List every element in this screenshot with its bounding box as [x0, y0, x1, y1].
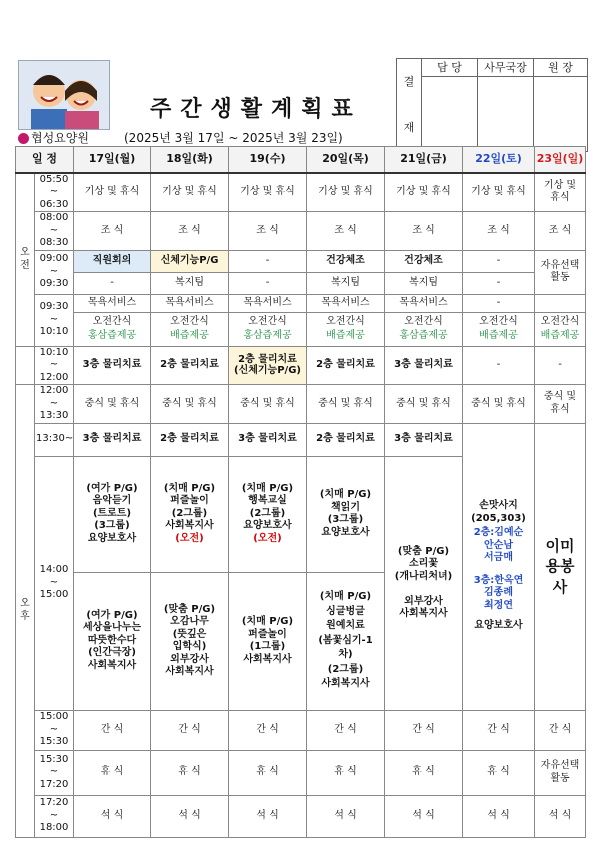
approval-sign-charge[interactable]: [422, 76, 478, 151]
snack-label: 오전간식: [248, 315, 287, 327]
sat-massage-title: 손맛사지 (205,303): [471, 500, 526, 524]
day-header-sat: 22일(토): [463, 147, 535, 173]
approval-side-label-top: 결: [403, 75, 415, 88]
cell-a2-wed: -: [229, 272, 307, 294]
cell-dinner-mon: 석 식: [74, 795, 151, 837]
approval-side-label-bottom: 재: [403, 121, 415, 134]
cell-pm-top-wed: [229, 456, 307, 572]
cell-lunch-tue: 중식 및 휴식: [151, 385, 229, 424]
cell-breakfast-thu: 조 식: [307, 212, 385, 251]
approval-col-director: 원 장: [534, 59, 588, 77]
time-slot: 09:00 ~ 09:30: [35, 250, 74, 294]
cell-snack-pm-mon: 간 식: [74, 710, 151, 750]
cell-rest-thu: 휴 식: [307, 750, 385, 795]
cell-snack-pm-sat: 간 식: [463, 710, 535, 750]
cell-dinner-tue: 석 식: [151, 795, 229, 837]
cell-pm-bottom-wed: (치매 P/G) 퍼즐놀이 (1그룹) 사회복지사: [229, 572, 307, 710]
cell-lunch-wed: 중식 및 휴식: [229, 385, 307, 424]
cell-therapy-pm-mon: 3층 물리치료: [74, 423, 151, 456]
cell-a1-sun: 자유선택 활동: [535, 250, 586, 294]
cell-rise-sun: 기상 및 휴식: [535, 173, 586, 212]
cell-snack-sun: [535, 312, 586, 346]
snack-label: 오전간식: [92, 315, 132, 327]
time-slot: 08:00 ~ 08:30: [35, 212, 74, 251]
cell-a2-mon: -: [74, 272, 151, 294]
snack-detail: 홍삼즙제공: [243, 330, 292, 341]
time-slot: 12:00 ~ 13:30: [35, 385, 74, 424]
cell-rest-sat: 휴 식: [463, 750, 535, 795]
cell-bath-sun: [535, 294, 586, 312]
cell-therapy-am-tue: 2층 물리치료: [151, 346, 229, 385]
weekly-schedule-table: [15, 146, 586, 838]
cell-snack-fri: [385, 312, 463, 346]
section-am-tail: [16, 346, 35, 385]
cell-snack-pm-tue: 간 식: [151, 710, 229, 750]
cell-pm-sun: 이미 용봉 사: [535, 423, 586, 710]
cell-rise-thu: 기상 및 휴식: [307, 173, 385, 212]
snack-label: 오전간식: [540, 315, 580, 327]
pm-top-wed-note: (오전): [253, 532, 282, 544]
cell-bath-fri: 목욕서비스: [385, 294, 463, 312]
org-logo-icon: [18, 133, 29, 144]
header-photo: [18, 60, 110, 130]
time-slot: 15:00 ~ 15:30: [35, 710, 74, 750]
cell-snack-wed: [229, 312, 307, 346]
cell-pm-bottom-thu: (치매 P/G) 싱글벙글 원예치료 (봄꽃심기-1 차) (2그룹) 사회복지사: [307, 572, 385, 710]
pm-top-tue-note: (오전): [175, 532, 204, 544]
time-slot: 10:10 ~ 12:00: [35, 346, 74, 385]
approval-col-manager: 사무국장: [478, 59, 534, 77]
cell-a1-tue: 신체기능P/G: [151, 250, 229, 272]
cell-therapy-am-thu: 2층 물리치료: [307, 346, 385, 385]
snack-label: 오전간식: [404, 315, 443, 327]
cell-lunch-thu: 중식 및 휴식: [307, 385, 385, 424]
cell-bath-thu: 목욕서비스: [307, 294, 385, 312]
cell-pm-top-thu: (치매 P/G) 책읽기 (3그룹) 요양보호사: [307, 456, 385, 572]
cell-snack-sat: [463, 312, 535, 346]
time-slot: 05:50 ~ 06:30: [35, 173, 74, 212]
cell-lunch-sat: 중식 및 휴식: [463, 385, 535, 424]
cell-breakfast-wed: 조 식: [229, 212, 307, 251]
cell-snack-tue: [151, 312, 229, 346]
pm-top-tue-text: (치매 P/G) 퍼즐놀이 (2그룹) 사회복지사: [163, 482, 216, 532]
org-name: 협성요양원: [31, 131, 89, 145]
approval-col-charge: 담 당: [422, 59, 478, 77]
sat-floor2-list: 2층:김예순 안순남 서금매: [473, 527, 524, 564]
section-am: 오 전: [16, 173, 35, 347]
cell-dinner-wed: 석 식: [229, 795, 307, 837]
cell-therapy-pm-wed: 3층 물리치료: [229, 423, 307, 456]
cell-a1-sat: -: [463, 250, 535, 272]
cell-a2-thu: 복지팀: [307, 272, 385, 294]
section-pm: 오 후: [16, 385, 35, 838]
cell-snack-mon: [74, 312, 151, 346]
cell-therapy-am-fri: 3층 물리치료: [385, 346, 463, 385]
cell-therapy-am-sat: -: [463, 346, 535, 385]
organization: [18, 129, 89, 146]
cell-snack-pm-fri: 간 식: [385, 710, 463, 750]
cell-rest-fri: 휴 식: [385, 750, 463, 795]
sat-floor3-list: 3층:한옥연 김종례 최정연: [473, 574, 524, 611]
snack-detail: 배즙제공: [540, 330, 580, 341]
cell-rest-mon: 휴 식: [74, 750, 151, 795]
cell-lunch-mon: 중식 및 휴식: [74, 385, 151, 424]
cell-bath-wed: 목욕서비스: [229, 294, 307, 312]
cell-snack-thu: [307, 312, 385, 346]
cell-a1-mon: 직원회의: [74, 250, 151, 272]
time-slot: 13:30~: [35, 423, 74, 456]
cell-breakfast-sat: 조 식: [463, 212, 535, 251]
cell-snack-pm-thu: 간 식: [307, 710, 385, 750]
sat-staff: 요양보호사: [474, 620, 523, 632]
approval-side-label: [397, 59, 422, 152]
cell-bath-mon: 목욕서비스: [74, 294, 151, 312]
time-slot: 17:20 ~ 18:00: [35, 795, 74, 837]
cell-a2-tue: 복지팀: [151, 272, 229, 294]
cell-therapy-pm-thu: 2층 물리치료: [307, 423, 385, 456]
day-header-fri: 21일(금): [385, 147, 463, 173]
cell-breakfast-sun: 조 식: [535, 212, 586, 251]
time-slot: 15:30 ~ 17:20: [35, 750, 74, 795]
cell-breakfast-mon: 조 식: [74, 212, 151, 251]
cell-rest-wed: 휴 식: [229, 750, 307, 795]
snack-detail: 배즙제공: [170, 330, 209, 341]
cell-rest-sun: 자유선택 활동: [535, 750, 586, 795]
snack-label: 오전간식: [479, 315, 518, 327]
cell-dinner-sun: 석 식: [535, 795, 586, 837]
time-slot: 09:30 ~ 10:10: [35, 294, 74, 346]
approval-sign-manager[interactable]: [478, 76, 534, 151]
cell-therapy-am-wed: 2층 물리치료 (신체기능P/G): [229, 346, 307, 385]
cell-dinner-thu: 석 식: [307, 795, 385, 837]
day-header-sun: 23일(일): [535, 147, 586, 173]
approval-box: [396, 58, 588, 152]
cell-snack-pm-sun: 간 식: [535, 710, 586, 750]
cell-a1-fri: 건강체조: [385, 250, 463, 272]
cell-lunch-fri: 중식 및 휴식: [385, 385, 463, 424]
cell-a2-sat: -: [463, 272, 535, 294]
cell-dinner-sat: 석 식: [463, 795, 535, 837]
cell-therapy-am-sun: -: [535, 346, 586, 385]
cell-bath-tue: 목욕서비스: [151, 294, 229, 312]
cell-pm-bottom-tue: (맞춤 P/G) 오감나무 (뜻깊은 입학식) 외부강사 사회복지사: [151, 572, 229, 710]
cell-therapy-pm-tue: 2층 물리치료: [151, 423, 229, 456]
time-slot: 14:00 ~ 15:00: [35, 456, 74, 710]
approval-sign-director[interactable]: [534, 76, 588, 151]
cell-rise-mon: 기상 및 휴식: [74, 173, 151, 212]
cell-rise-fri: 기상 및 휴식: [385, 173, 463, 212]
pm-top-wed-text: (치매 P/G) 행복교실 (2그룹) 요양보호사: [241, 482, 294, 532]
cell-rise-wed: 기상 및 휴식: [229, 173, 307, 212]
cell-therapy-pm-fri: 3층 물리치료: [385, 423, 463, 456]
day-header-thu: 20일(목): [307, 147, 385, 173]
cell-breakfast-fri: 조 식: [385, 212, 463, 251]
snack-detail: 홍삼즙제공: [399, 330, 448, 341]
cell-bath-sat: -: [463, 294, 535, 312]
cell-rest-tue: 휴 식: [151, 750, 229, 795]
cell-lunch-sun: 중식 및 휴식: [535, 385, 586, 424]
cell-a1-thu: 건강체조: [307, 250, 385, 272]
cell-snack-pm-wed: 간 식: [229, 710, 307, 750]
cell-pm-bottom-mon: (여가 P/G) 세상을나누는 따뜻한수다 (인간극장) 사회복지사: [74, 572, 151, 710]
day-header-mon: 17일(월): [74, 147, 151, 173]
page-title: 주간생활계획표: [150, 97, 362, 122]
cell-a1-wed: -: [229, 250, 307, 272]
cell-therapy-am-mon: 3층 물리치료: [74, 346, 151, 385]
cell-pm-top-tue: [151, 456, 229, 572]
day-header-tue: 18일(화): [151, 147, 229, 173]
snack-label: 오전간식: [170, 315, 209, 327]
day-header-wed: 19(수): [229, 147, 307, 173]
cell-breakfast-tue: 조 식: [151, 212, 229, 251]
corner-header: 일 정: [16, 147, 74, 173]
smiling-couple-image: [19, 61, 109, 129]
cell-a2-fri: 복지팀: [385, 272, 463, 294]
snack-label: 오전간식: [326, 315, 365, 327]
cell-pm-top-mon: (여가 P/G) 음악듣기 (트로트) (3그룹) 요양보호사: [74, 456, 151, 572]
cell-pm-sat: [463, 423, 535, 710]
snack-detail: 배즙제공: [479, 330, 518, 341]
snack-detail: 홍삼즙제공: [87, 330, 137, 341]
date-period: (2025년 3월 17일 ~ 2025년 3월 23일): [124, 131, 343, 145]
cell-rise-sat: 기상 및 휴식: [463, 173, 535, 212]
cell-rise-tue: 기상 및 휴식: [151, 173, 229, 212]
cell-dinner-fri: 석 식: [385, 795, 463, 837]
cell-pm-fri: (맞춤 P/G) 소리꽃 (개나리처녀) 외부강사 사회복지사: [385, 456, 463, 710]
snack-detail: 배즙제공: [326, 330, 365, 341]
